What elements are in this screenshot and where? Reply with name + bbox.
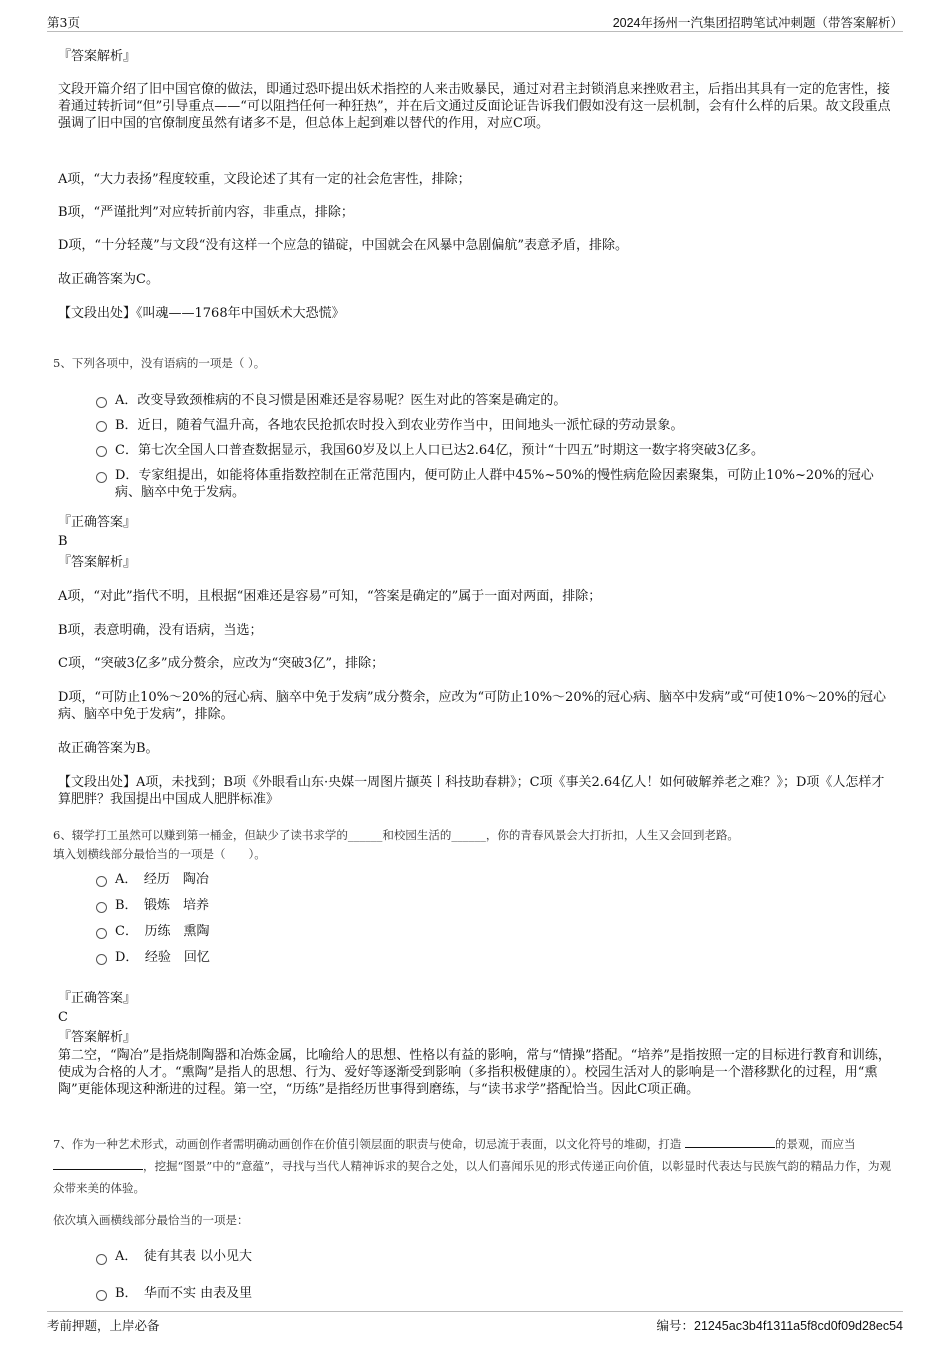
document-code: 编号：21245ac3b4f1311a5f8cd0f09d28ec54	[656, 1319, 903, 1333]
q6-option-b-radio[interactable]	[96, 902, 107, 913]
q5-answer-label: 『正确答案』	[58, 515, 137, 530]
q6-option-d-radio[interactable]	[96, 954, 107, 965]
q5-analysis-label: 『答案解析』	[58, 555, 137, 570]
page-number: 第3页	[47, 15, 80, 30]
q4-option-b-analysis: B项，“严谨批判”对应转折前内容，非重点，排除；	[58, 205, 354, 220]
q5-option-c[interactable]: C．第七次全国人口普查数据显示，我国60岁及以上人口已达2.64亿，预计“十四五”时期这一数字将突破3亿多。	[115, 443, 764, 458]
q5-stem: 5、下列各项中，没有语病的一项是（ ）。	[53, 356, 266, 370]
q5-conclusion: 故正确答案为B。	[58, 741, 159, 756]
q7-stem	[53, 1133, 898, 1199]
q4-analysis-label: 『答案解析』	[58, 49, 137, 64]
q6-answer-label: 『正确答案』	[58, 991, 137, 1006]
footer-divider	[47, 1311, 903, 1312]
q6-option-a[interactable]: A． 经历 陶冶	[115, 872, 209, 887]
q6-option-d[interactable]: D． 经验 回忆	[115, 950, 210, 965]
q6-stem	[53, 826, 901, 864]
q6-stem-instruction: 填入划横线部分最恰当的一项是（ ）。	[53, 847, 266, 861]
q4-analysis-paragraph: 文段开篇介绍了旧中国官僚的做法，即通过恐吓提出妖术指控的人来击败暴民，通过对君主封锁消息来挫败君主，后指出其具有一定的危害性，接着通过转折词“但”引导重点——“可以阻挡任何一种狂热”，并在后文通过反面论证告诉我们假如没有这一层机制，会有什么样的后果。故文段重点强调了旧中国的官僚制度虽然有诸多不是，但总体上起到难以替代的作用，对应C项。	[58, 82, 891, 131]
q6-blank-2: ______	[451, 828, 486, 842]
q7-instruction: 依次填入画横线部分最恰当的一项是：	[53, 1213, 249, 1227]
q6-answer: C	[58, 1010, 68, 1025]
q5-option-a[interactable]: A．改变导致颈椎病的不良习惯是困难还是容易呢？医生对此的答案是确定的。	[115, 393, 567, 408]
q7-option-b-radio[interactable]	[96, 1290, 107, 1301]
q6-option-c[interactable]: C． 历练 熏陶	[115, 924, 210, 939]
q7-stem-part1: 7、作为一种艺术形式，动画创作者需明确动画创作在价值引领层面的职责与使命，切忌流于表面，以文化符号的堆砌，打造	[53, 1137, 682, 1151]
q7-option-a[interactable]: A． 徒有其表 以小见大	[115, 1249, 253, 1264]
q6-analysis: 第二空，“陶冶”是指烧制陶器和冶炼金属，比喻给人的思想、性格以有益的影响，常与“情操”搭配。“培养”是指按照一定的目标进行教育和训练，使成为合格的人才。“熏陶”是指人的思想、行为、爱好等逐渐受到影响（多指积极健康的）。校园生活对人的影响是一个潜移默化的过程，用“熏陶”更能体现这种渐进的过程。第一空，“历练”是指经历世事得到磨练，与“读书求学”搭配恰当。因此C项正确。	[58, 1048, 891, 1097]
q6-option-c-radio[interactable]	[96, 928, 107, 939]
q6-stem-part1: 6、辍学打工虽然可以赚到第一桶金，但缺少了读书求学的	[53, 828, 348, 842]
q5-option-c-radio[interactable]	[96, 446, 107, 457]
header-divider	[47, 31, 903, 32]
q5-option-d-text: D．专家组提出，如能将体重指数控制在正常范围内，便可防止人群中45%~50%的慢性病危险因素聚集，可防止10%~20%的冠心病、脑卒中免于发病。	[115, 468, 874, 500]
q7-option-b[interactable]: B． 华而不实 由表及里	[115, 1286, 253, 1301]
q4-option-a-analysis: A项，“大力表扬”程度较重，文段论述了其有一定的社会危害性，排除；	[58, 172, 471, 187]
q5-source: 【文段出处】A项，未找到；B项《外眼看山东·央媒一周图片撷英丨科技助春耕》；C项《事关2.64亿人！如何破解养老之难？》；D项《人怎样才算肥胖？我国提出中国成人肥胖标准》	[58, 775, 885, 807]
footer-slogan: 考前押题，上岸必备	[47, 1318, 160, 1333]
q7-blank-2	[53, 1157, 143, 1170]
q6-stem-part2: 和校园生活的	[382, 828, 452, 842]
q5-option-c-analysis: C项，“突破3亿多”成分赘余，应改为“突破3亿”，排除；	[58, 656, 385, 671]
q5-option-b-analysis: B项，表意明确，没有语病，当选；	[58, 623, 263, 638]
q6-stem-part3: ，你的青春风景会大打折扣，人生又会回到老路。	[485, 828, 739, 842]
q6-option-a-radio[interactable]	[96, 876, 107, 887]
q7-stem-part3: ，挖掘“图景”中的“意蕴”，寻找与当代人精神诉求的契合之处，以人们喜闻乐见的形式传递正向价值，以彰显时代表达与民族气韵的精品力作，为观众带来美的体验。	[53, 1159, 892, 1195]
q4-conclusion: 故正确答案为C。	[58, 272, 159, 287]
q4-source: 【文段出处】《叫魂——1768年中国妖术大恐慌》	[58, 306, 345, 321]
document-title: 2024年扬州一汽集团招聘笔试冲刺题（带答案解析）	[612, 16, 903, 30]
q6-option-b[interactable]: B． 锻炼 培养	[115, 898, 210, 913]
q5-answer: B	[58, 534, 68, 549]
q7-blank-1	[685, 1135, 775, 1148]
q5-option-a-analysis: A项，“对此”指代不明，且根据“困难还是容易”可知，“答案是确定的”属于一面对两面，排除；	[58, 589, 602, 604]
q5-option-b[interactable]: B．近日，随着气温升高，各地农民抢抓农时投入到农业劳作当中，田间地头一派忙碌的劳动景象。	[115, 418, 684, 433]
q6-blank-1: ______	[347, 828, 383, 842]
q7-option-a-radio[interactable]	[96, 1254, 107, 1265]
q6-analysis-label: 『答案解析』	[58, 1030, 137, 1045]
q5-option-d-analysis: D项，“可防止10%～20%的冠心病、脑卒中免于发病”成分赘余，应改为“可防止10%～20%的冠心病、脑卒中发病”或“可使10%～20%的冠心病、脑卒中免于发病”，排除。	[58, 690, 887, 722]
q5-option-d-radio[interactable]	[96, 472, 107, 483]
q7-stem-part2: 的景观，而应当	[774, 1137, 856, 1151]
q5-option-a-radio[interactable]	[96, 397, 107, 408]
q5-option-b-radio[interactable]	[96, 421, 107, 432]
q4-option-d-analysis: D项，“十分轻蔑”与文段“没有这样一个应急的锚碇，中国就会在风暴中急剧偏航”表意矛盾，排除。	[58, 238, 629, 253]
q5-option-d[interactable]	[115, 467, 885, 501]
